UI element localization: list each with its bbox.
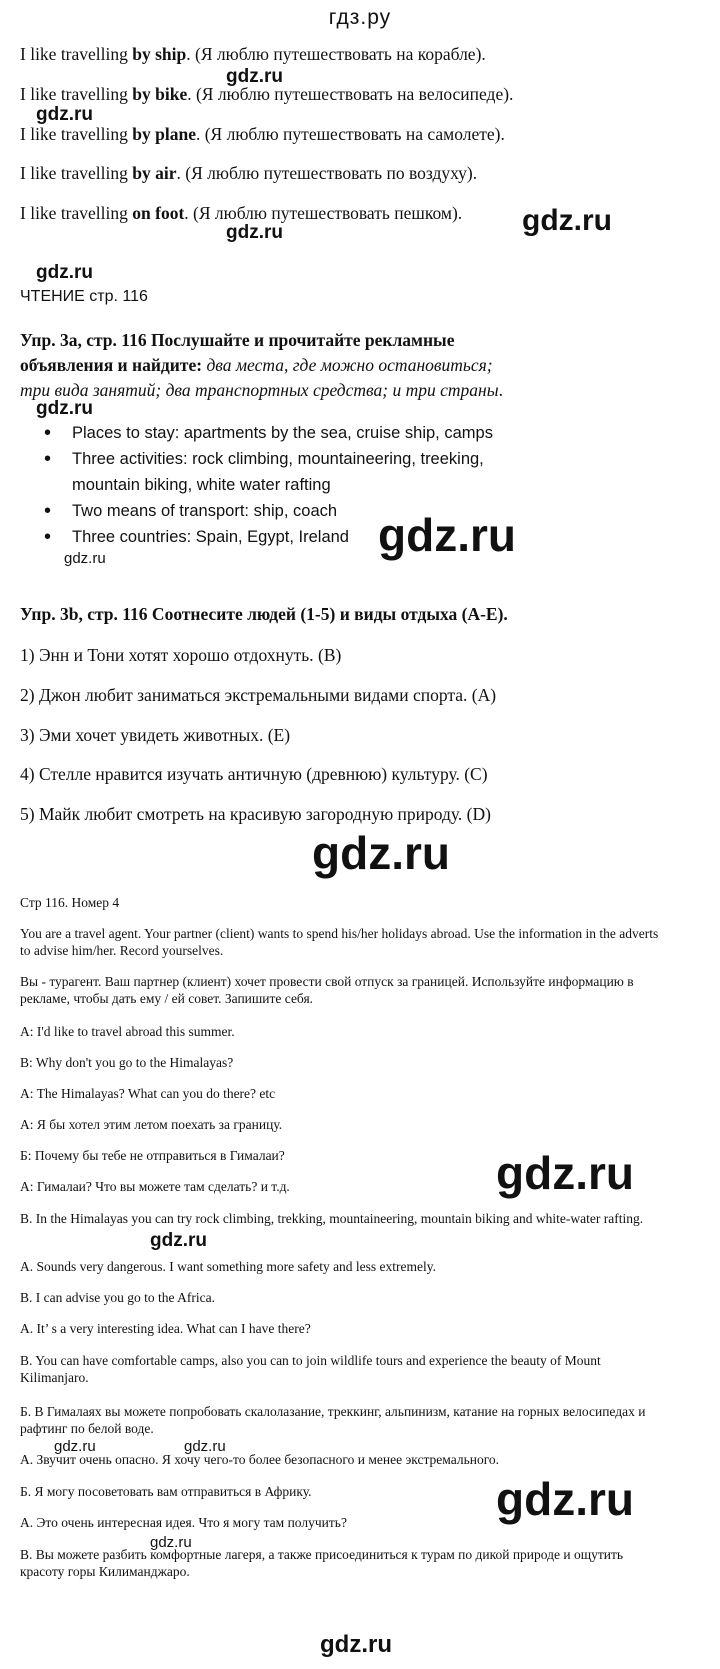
watermark: gdz.ru (226, 222, 283, 243)
watermark: gdz.ru (36, 398, 93, 419)
list-item: 2) Джон любит заниматься экстремальными видами спорта. (A) (20, 685, 497, 705)
dialog-line: B: Why don't you go to the Himalayas? (20, 1055, 234, 1070)
page-header: гдз.ру (328, 6, 392, 29)
travel-line: I like travelling by ship. (Я люблю путешествовать на корабле). (20, 44, 486, 64)
dialog-line: A: The Himalayas? What can you do there? etc (20, 1086, 276, 1101)
reading-title: ЧТЕНИЕ стр. 116 (20, 288, 148, 305)
dialog-line: Б. В Гималаях вы можете попробовать скалолазание, треккинг, альпинизм, катание на горных велосипедах и рафтинг по белой воде. (20, 1404, 646, 1436)
dialog-line: B. You can have comfortable camps, also you can to join wildlife tours and experience the beauty of Mount Kilimanjaro. (20, 1353, 601, 1385)
watermark: gdz.ru (496, 1473, 634, 1525)
watermark: gdz.ru (54, 1438, 96, 1455)
dialog-line: А: Я бы хотел этим летом поехать за границу. (20, 1117, 283, 1132)
ex4-task-ru: Вы - турагент. Ваш партнер (клиент) хочет провести свой отпуск за границей. Используйте информацию в рекламе, чтобы дать ему / ей совет. Запишите себя. (20, 974, 634, 1006)
ex3a-title: Упр. 3а, стр. 116 Послушайте и прочитайте рекламные (20, 330, 455, 350)
list-item: • Places to stay: apartments by the sea, cruise ship, camps (44, 420, 564, 446)
travel-line: I like travelling by plane. (Я люблю путешествовать на самолете). (20, 124, 505, 144)
dialog-line: Б: Почему бы тебе не отправиться в Гималаи? (20, 1148, 285, 1163)
dialog-line: В. Вы можете разбить комфортные лагеря, а также присоединиться к турам по дикой природе и ощутить красоту горы Килиманджаро. (20, 1547, 624, 1579)
list-item: 4) Стелле нравится изучать античную (древнюю) культуру. (C) (20, 764, 488, 784)
ex3a-title-line3: три вида занятий; два транспортных средства; и три страны. (20, 380, 503, 400)
watermark: gdz.ru (378, 509, 516, 561)
travel-line: I like travelling by air. (Я люблю путешествовать по воздуху). (20, 163, 478, 183)
ex4-task-en: You are a travel agent. Your partner (client) wants to spend his/her holidays abroad. Use the information in the adverts to advise him/her. Record yourselves. (20, 926, 659, 958)
ex4-title: Стр 116. Номер 4 (20, 895, 120, 910)
list-item: 1) Энн и Тони хотят хорошо отдохнуть. (B) (20, 645, 342, 665)
watermark: gdz.ru (150, 1230, 207, 1251)
watermark: gdz.ru (226, 66, 283, 87)
ex3a-title-line2: объявления и найдите: два места, где можно остановиться; (20, 355, 493, 375)
dialog-line: B. I can advise you go to the Africa. (20, 1290, 215, 1305)
dialog-line: B. In the Himalayas you can try rock climbing, trekking, mountaineering, mountain biking and white-water rafting. (20, 1211, 644, 1226)
travel-line: I like travelling on foot. (Я люблю путешествовать пешком). (20, 203, 463, 223)
list-item: • Three countries: Spain, Egypt, Ireland (44, 524, 564, 550)
ex3b-title: Упр. 3b, стр. 116 Соотнесите людей (1-5) и виды отдыха (А-Е). (20, 604, 508, 624)
watermark: gdz.ru (320, 1631, 392, 1658)
dialog-line: А: Гималаи? Что вы можете там сделать? и т.д. (20, 1179, 290, 1194)
watermark: gdz.ru (312, 827, 450, 879)
watermark: gdz.ru (36, 262, 93, 283)
list-item: 3) Эми хочет увидеть животных. (E) (20, 725, 291, 745)
watermark: gdz.ru (184, 1438, 226, 1455)
dialog-line: A: I'd like to travel abroad this summer. (20, 1024, 235, 1039)
dialog-line: А. Это очень интересная идея. Что я могу там получить? (20, 1515, 347, 1530)
watermark: gdz.ru (150, 1534, 192, 1551)
watermark: gdz.ru (496, 1147, 634, 1199)
list-item: • Three activities: rock climbing, mountaineering, treeking, mountain biking, white water rafting (44, 446, 564, 498)
travel-line: I like travelling by bike. (Я люблю путешествовать на велосипеде). (20, 84, 514, 104)
list-item: 5) Майк любит смотреть на красивую загородную природу. (D) (20, 804, 491, 824)
watermark: gdz.ru (522, 204, 612, 237)
dialog-line: A. It’ s a very interesting idea. What can I have there? (20, 1321, 311, 1336)
watermark: gdz.ru (64, 550, 106, 567)
dialog-line: Б. Я могу посоветовать вам отправиться в Африку. (20, 1484, 312, 1499)
list-item: • Two means of transport: ship, coach (44, 498, 564, 524)
watermark: gdz.ru (36, 104, 93, 125)
dialog-line: А. Звучит очень опасно. Я хочу чего-то более безопасного и менее экстремального. (20, 1452, 500, 1467)
dialog-line: A. Sounds very dangerous. I want something more safety and less extremely. (20, 1259, 437, 1274)
